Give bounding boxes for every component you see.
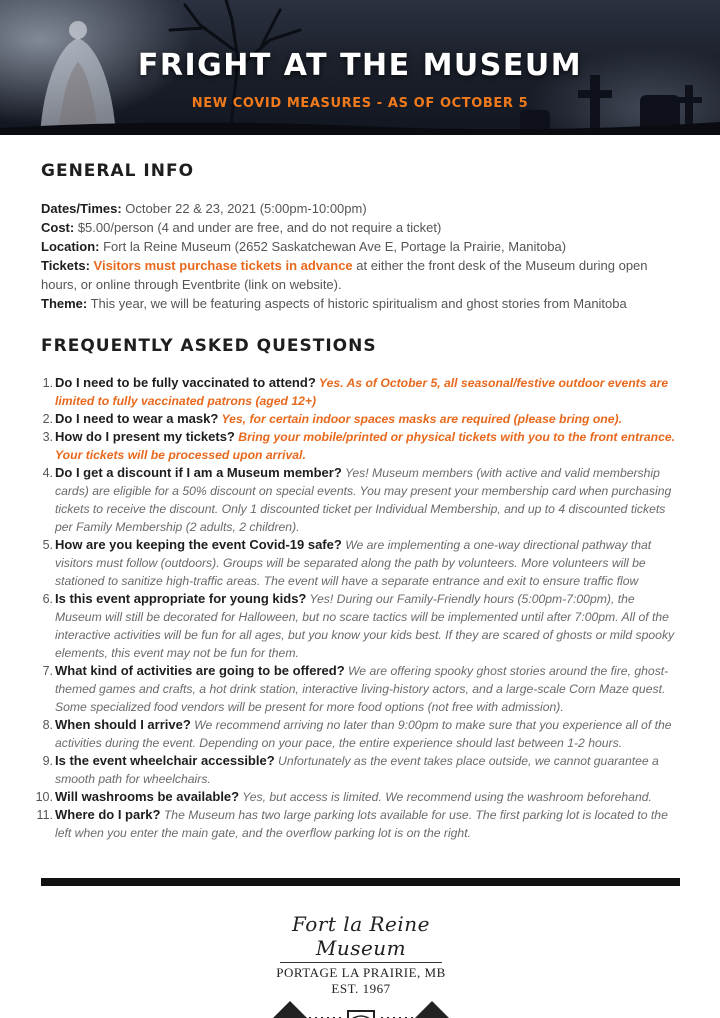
tickets-label: Tickets: xyxy=(41,258,90,273)
location-label: Location: xyxy=(41,239,100,254)
cost-label: Cost: xyxy=(41,220,75,235)
dates-label: Dates/Times: xyxy=(41,201,122,216)
theme-value: This year, we will be featuring aspects of historic spiritualism and ghost stories from Manitoba xyxy=(87,296,627,311)
faq-number: 8. xyxy=(42,718,53,732)
tickets-value: at either the front desk of the Museum during open hours, or online through Eventbrite (link on website). xyxy=(41,258,648,292)
cost-value: $5.00/person (4 and under are free, and do not require a ticket) xyxy=(74,220,442,235)
faq-number: 5. xyxy=(42,538,53,552)
cost-row xyxy=(41,218,681,237)
faq-list xyxy=(30,374,680,842)
museum-logo xyxy=(250,912,472,1012)
faq-question: Do I need to be fully vaccinated to attend? xyxy=(55,375,316,390)
faq-question: How are you keeping the event Covid-19 safe? xyxy=(55,537,342,552)
faq-question: When should I arrive? xyxy=(55,717,191,732)
theme-row xyxy=(41,294,681,313)
general-info-block xyxy=(41,199,681,313)
faq-number: 9. xyxy=(42,754,53,768)
faq-item xyxy=(30,428,680,464)
faq-answer: Yes. As of October 5, all seasonal/festive outdoor events are limited to fully vaccinated patrons (aged 12+) xyxy=(55,376,669,408)
faq-answer: We are implementing a one-way directional pathway that visitors must follow (outdoors). Groups will be separated along the path by volunteers. More volunteers will be stationed to sanitize high-traffic areas. The event will have a separate entrance and exit to ensure traffic flow xyxy=(55,538,652,588)
faq-answer: Yes! During our Family-Friendly hours (5:00pm-7:00pm), the Museum will still be decorated for Halloween, but no scare tactics will be implemented until after 7:00pm. All of the interactive activities will be fun for all ages, but you know your kids best. If they are scared of ghosts or mild spooky elements, this event may not be fun for them. xyxy=(55,592,675,660)
faq-item xyxy=(30,464,680,536)
faq-question: Where do I park? xyxy=(55,807,161,822)
faq-number: 6. xyxy=(42,592,53,606)
tickets-highlight: Visitors must purchase tickets in advance xyxy=(89,258,353,273)
faq-item xyxy=(30,590,680,662)
faq-item xyxy=(30,788,680,806)
faq-item xyxy=(30,752,680,788)
general-info-heading: GENERAL INFO xyxy=(41,161,195,181)
faq-item xyxy=(30,374,680,410)
faq-answer: Yes, but access is limited. We recommend using the washroom beforehand. xyxy=(239,790,652,804)
faq-question: Do I need to wear a mask? xyxy=(55,411,219,426)
faq-number: 4. xyxy=(42,466,53,480)
faq-question: How do I present my tickets? xyxy=(55,429,235,444)
logo-location: PORTAGE LA PRAIRIE, MB xyxy=(276,965,446,980)
faq-answer: Unfortunately as the event takes place outside, we cannot guarantee a smooth path for wheelchairs. xyxy=(55,754,659,786)
faq-item xyxy=(30,662,680,716)
faq-question: Will washrooms be available? xyxy=(55,789,240,804)
faq-answer: We are offering spooky ghost stories around the fire, ghost-themed games and crafts, a hot drink station, interactive living-history actors, and a large-scale Corn Maze quest. Some specialized food vendors will be present for more food options (not free with admission). xyxy=(55,664,669,714)
faq-number: 2. xyxy=(42,412,53,426)
faq-number: 10. xyxy=(35,790,53,804)
dates-value: October 22 & 23, 2021 (5:00pm-10:00pm) xyxy=(121,201,367,216)
location-value: Fort la Reine Museum (2652 Saskatchewan Ave E, Portage la Prairie, Manitoba) xyxy=(99,239,567,254)
dates-row xyxy=(41,199,681,218)
faq-item xyxy=(30,716,680,752)
faq-item xyxy=(30,536,680,590)
logo-established: EST. 1967 xyxy=(331,981,391,996)
faq-question: Is the event wheelchair accessible? xyxy=(55,753,275,768)
event-title: FRIGHT AT THE MUSEUM xyxy=(137,48,583,83)
faq-heading: FREQUENTLY ASKED QUESTIONS xyxy=(41,336,377,356)
faq-answer: We recommend arriving no later than 9:00pm to make sure that you experience all of the activities during the event. Depending on your pace, the entire experience should last between 1-2 hours. xyxy=(55,718,672,750)
fort-palisade-icon xyxy=(266,997,456,1018)
faq-number: 7. xyxy=(42,664,53,678)
faq-item xyxy=(30,806,680,842)
faq-item xyxy=(30,410,680,428)
location-row xyxy=(41,237,681,256)
faq-question: What kind of activities are going to be offered? xyxy=(55,663,345,678)
theme-label: Theme: xyxy=(41,296,88,311)
faq-answer: Yes! Museum members (with active and valid membership cards) are eligible for a 50% discount on special events. You may present your membership card when purchasing tickets to receive the discount. Only 1 discounted ticket per Individual Membership, and up to 4 discounted tickets per Family Membership (2 adults, 2 children). xyxy=(55,466,672,534)
logo-script-name: Fort la Reine Museum xyxy=(292,912,430,960)
header-banner xyxy=(0,0,720,135)
faq-answer: The Museum has two large parking lots available for use. The first parking lot is located to the left when you enter the main gate, and the overflow parking lot is on the right. xyxy=(55,808,668,840)
tickets-row xyxy=(41,256,681,294)
faq-number: 1. xyxy=(42,376,53,390)
faq-question: Do I get a discount if I am a Museum member? xyxy=(55,465,342,480)
faq-answer: Bring your mobile/printed or physical tickets with you to the front entrance. Your tickets will be processed upon arrival. xyxy=(55,430,676,462)
faq-number: 3. xyxy=(42,430,53,444)
logo-rule xyxy=(280,962,442,963)
covid-measures-subtitle: NEW COVID MEASURES - AS OF OCTOBER 5 xyxy=(191,96,529,111)
faq-number: 11. xyxy=(36,808,53,822)
faq-question: Is this event appropriate for young kids? xyxy=(55,591,307,606)
faq-answer: Yes, for certain indoor spaces masks are required (please bring one). xyxy=(218,412,622,426)
section-divider xyxy=(41,878,680,886)
